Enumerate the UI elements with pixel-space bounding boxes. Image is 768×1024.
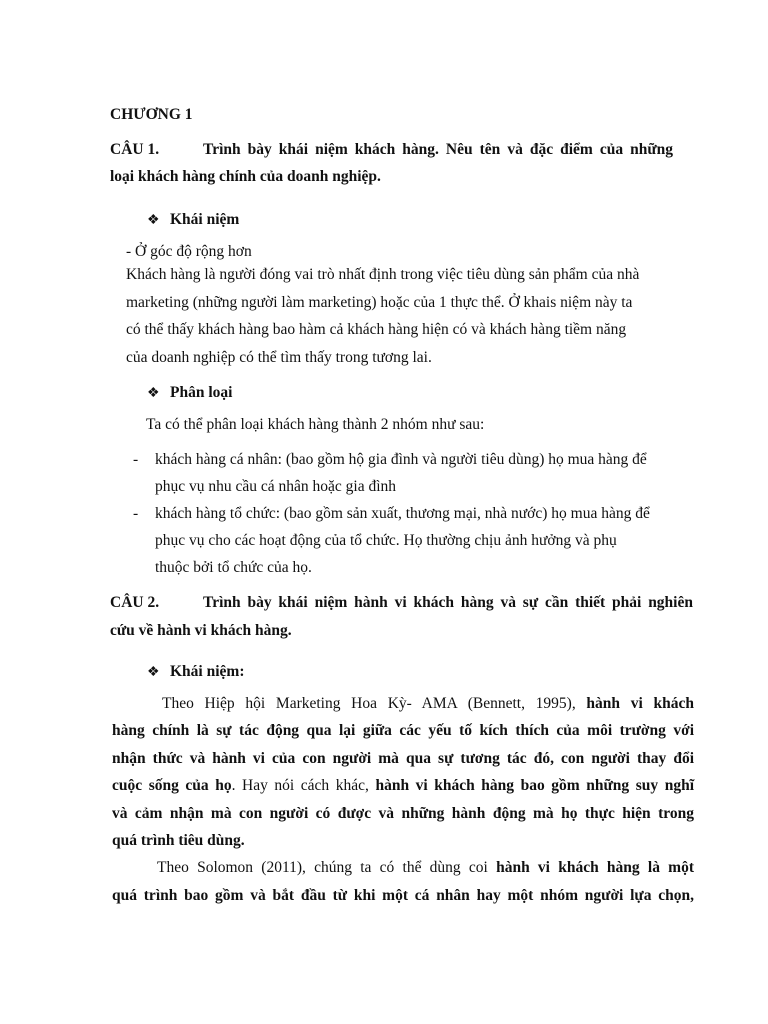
- text-run: Theo Hiệp hội Marketing Hoa Kỳ- AMA (Bennett, 1995),: [162, 695, 587, 712]
- text-run-bold: hàng chính là sự tác động qua lại giữa các yếu tố kích thích của môi trường với: [112, 722, 694, 739]
- chapter-title: CHƯƠNG 1: [110, 106, 193, 123]
- text-run: . Hay nói cách khác,: [231, 777, 376, 794]
- q2-title-line1: Trình bày khái niệm hành vi khách hàng và sự cần thiết phải nghiên: [203, 594, 693, 611]
- text-run-bold: nhận thức và hành vi của con người mà qua sự tương tác đó, con người thay đổi: [112, 750, 694, 767]
- q1-concept-line: marketing (những người làm marketing) hoặc của 1 thực thể. Ở khais niệm này ta: [126, 294, 633, 311]
- q2-concept-heading: Khái niệm:: [170, 663, 245, 680]
- list-item-line: khách hàng tổ chức: (bao gồm sản xuất, thương mại, nhà nước) họ mua hàng để: [155, 505, 650, 522]
- text-run-bold: hành vi khách hàng là một: [496, 859, 694, 876]
- list-item-line: phục vụ cho các hoạt động của tổ chức. Họ thường chịu ảnh hưởng và phụ: [155, 532, 617, 549]
- text-run: Theo Solomon (2011), chúng ta có thể dùng coi: [157, 859, 497, 876]
- list-dash: -: [133, 505, 139, 522]
- q1-classify-heading: Phân loại: [170, 384, 233, 401]
- diamond-bullet-icon: ❖: [147, 213, 160, 228]
- q2-para1-line: [162, 695, 694, 713]
- q1-subnote: - Ở góc độ rộng hơn: [126, 243, 252, 260]
- q1-title-line2: loại khách hàng chính của doanh nghiệp.: [110, 168, 381, 185]
- q2-para1-line: [112, 832, 694, 850]
- q2-title-line2: cứu về hành vi khách hàng.: [110, 622, 292, 639]
- q2-para2-line: [112, 887, 694, 905]
- q2-para1-line: [112, 722, 694, 740]
- list-item-line: khách hàng cá nhân: (bao gồm hộ gia đình và người tiêu dùng) họ mua hàng để: [155, 451, 647, 468]
- q1-classify-intro: Ta có thể phân loại khách hàng thành 2 nhóm như sau:: [146, 416, 485, 433]
- q2-para1-line: [112, 777, 694, 795]
- q1-concept-line: có thể thấy khách hàng bao hàm cả khách hàng hiện có và khách hàng tiềm năng: [126, 321, 627, 338]
- diamond-bullet-icon: ❖: [147, 386, 160, 401]
- q1-concept-line: Khách hàng là người đóng vai trò nhất định trong việc tiêu dùng sản phẩm của nhà: [126, 266, 640, 283]
- text-run-bold: hành vi khách: [586, 695, 694, 712]
- text-run-bold: và cảm nhận mà con người có được và những hành động mà họ thực hiện trong: [112, 805, 694, 822]
- list-item-line: phục vụ nhu cầu cá nhân hoặc gia đình: [155, 478, 397, 495]
- text-run-bold: cuộc sống của họ: [112, 777, 232, 794]
- list-dash: -: [133, 451, 139, 468]
- q2-para1-line: [112, 805, 694, 823]
- list-item-line: thuộc bởi tổ chức của họ.: [155, 559, 312, 576]
- q1-title-line1: Trình bày khái niệm khách hàng. Nêu tên và đặc điểm của những: [203, 141, 673, 158]
- text-run-bold: quá trình bao gồm và bắt đầu từ khi một cá nhân hay một nhóm người lựa chọn,: [112, 887, 694, 904]
- q1-concept-line: của doanh nghiệp có thể tìm thấy trong tương lai.: [126, 349, 432, 366]
- text-run-bold: hành vi khách hàng bao gồm những suy nghĩ: [375, 777, 695, 794]
- q2-label: CÂU 2.: [110, 594, 160, 611]
- q1-concept-heading: Khái niệm: [170, 211, 240, 228]
- q1-label: CÂU 1.: [110, 141, 160, 158]
- q2-para2-line: [157, 859, 694, 877]
- q2-para1-line: [112, 750, 694, 768]
- diamond-bullet-icon: ❖: [147, 665, 160, 680]
- text-run-bold: quá trình tiêu dùng.: [112, 832, 245, 849]
